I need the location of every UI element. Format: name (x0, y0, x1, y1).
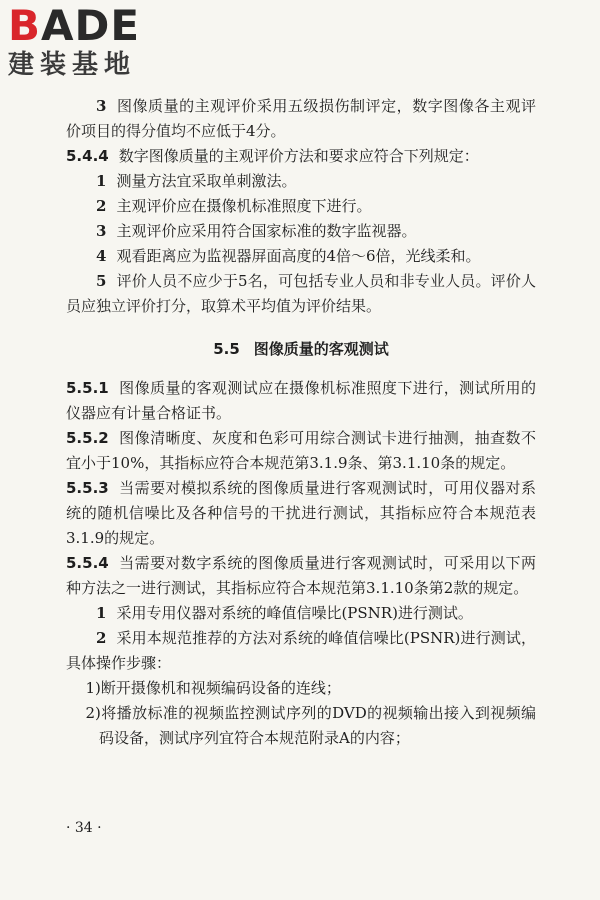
paragraph-text: 测量方法宜采取单刺激法。 (116, 172, 297, 190)
paragraph-text: 观看距离应为监视器屏面高度的4倍～6倍，光线柔和。 (116, 247, 481, 265)
list-item (66, 601, 536, 626)
item-number: 1 (96, 172, 107, 190)
logo-letters-ade: ADE (41, 1, 141, 50)
clause-number: 5.5.3 (66, 479, 109, 497)
paragraph-text: 评价人员不应少于5名，可包括专业人员和非专业人员。评价人员应独立评价打分，取算术平均值为评价结果。 (66, 272, 536, 315)
paragraph-text: 当需要对数字系统的图像质量进行客观测试时，可采用以下两种方法之一进行测试，其指标应符合本规范第3.1.10条第2款的规定。 (66, 554, 536, 597)
logo-wordmark (8, 1, 183, 50)
item-number: 5 (96, 272, 107, 290)
paragraph-text: 采用专用仪器对系统的峰值信噪比(PSNR)进行测试。 (116, 604, 473, 622)
sub-item-paragraph (66, 701, 536, 751)
item-number: 2) (85, 704, 101, 722)
clause-number: 5.5.1 (66, 379, 109, 397)
paragraph-text: 图像质量的客观测试应在摄像机标准照度下进行，测试所用的仪器应有计量合格证书。 (66, 379, 536, 422)
item-number: 3 (96, 97, 107, 115)
document-body (66, 94, 536, 751)
clause-paragraph (66, 144, 536, 169)
section-number: 5.5 (213, 340, 240, 358)
item-number: 1 (96, 604, 107, 622)
paragraph-text: 主观评价应采用符合国家标准的数字监视器。 (116, 222, 417, 240)
item-number: 2 (96, 197, 107, 215)
list-item (66, 169, 536, 194)
list-item (66, 94, 536, 144)
clause-number: 5.4.4 (66, 147, 109, 165)
list-item (66, 194, 536, 219)
paragraph-text: 将播放标准的视频监控测试序列的DVD的视频输出接入到视频编码设备，测试序列宜符合本规范附录A的内容； (99, 704, 536, 747)
paragraph-text: 图像质量的主观评价采用五级损伤制评定，数字图像各主观评价项目的得分值均不应低于4分。 (66, 97, 536, 140)
clause-number: 5.5.2 (66, 429, 109, 447)
bade-logo (8, 1, 183, 88)
section-heading (66, 337, 536, 362)
paragraph-text: 断开摄像机和视频编码设备的连线； (100, 679, 341, 697)
clause-paragraph (66, 551, 536, 601)
paragraph-text: 当需要对模拟系统的图像质量进行客观测试时，可用仪器对系统的随机信噪比及各种信号的干扰进行测试，其指标应符合本规范表3.1.9的规定。 (66, 479, 536, 547)
clause-paragraph (66, 426, 536, 476)
list-item (66, 244, 536, 269)
clause-number: 5.5.4 (66, 554, 109, 572)
sub-item-paragraph (66, 676, 536, 701)
paragraph-text: 图像清晰度、灰度和色彩可用综合测试卡进行抽测，抽查数不宜小于10%，其指标应符合本规范第3.1.9条、第3.1.10条的规定。 (66, 429, 536, 472)
list-item (66, 626, 536, 676)
list-item (66, 269, 536, 319)
list-item (66, 219, 536, 244)
paragraph-text: 数字图像质量的主观评价方法和要求应符合下列规定： (118, 147, 479, 165)
page-number: · 34 · (66, 820, 102, 836)
item-number: 2 (96, 629, 107, 647)
logo-letter-b: B (8, 1, 42, 50)
clause-paragraph (66, 376, 536, 426)
clause-paragraph (66, 476, 536, 551)
item-number: 3 (96, 222, 107, 240)
paragraph-text: 主观评价应在摄像机标准照度下进行。 (116, 197, 372, 215)
item-number: 4 (96, 247, 107, 265)
paragraph-text: 采用本规范推荐的方法对系统的峰值信噪比(PSNR)进行测试，具体操作步骤： (66, 629, 536, 672)
item-number: 1) (85, 679, 101, 697)
logo-subtitle: 建装基地 (8, 50, 137, 80)
section-title: 图像质量的客观测试 (253, 340, 389, 358)
